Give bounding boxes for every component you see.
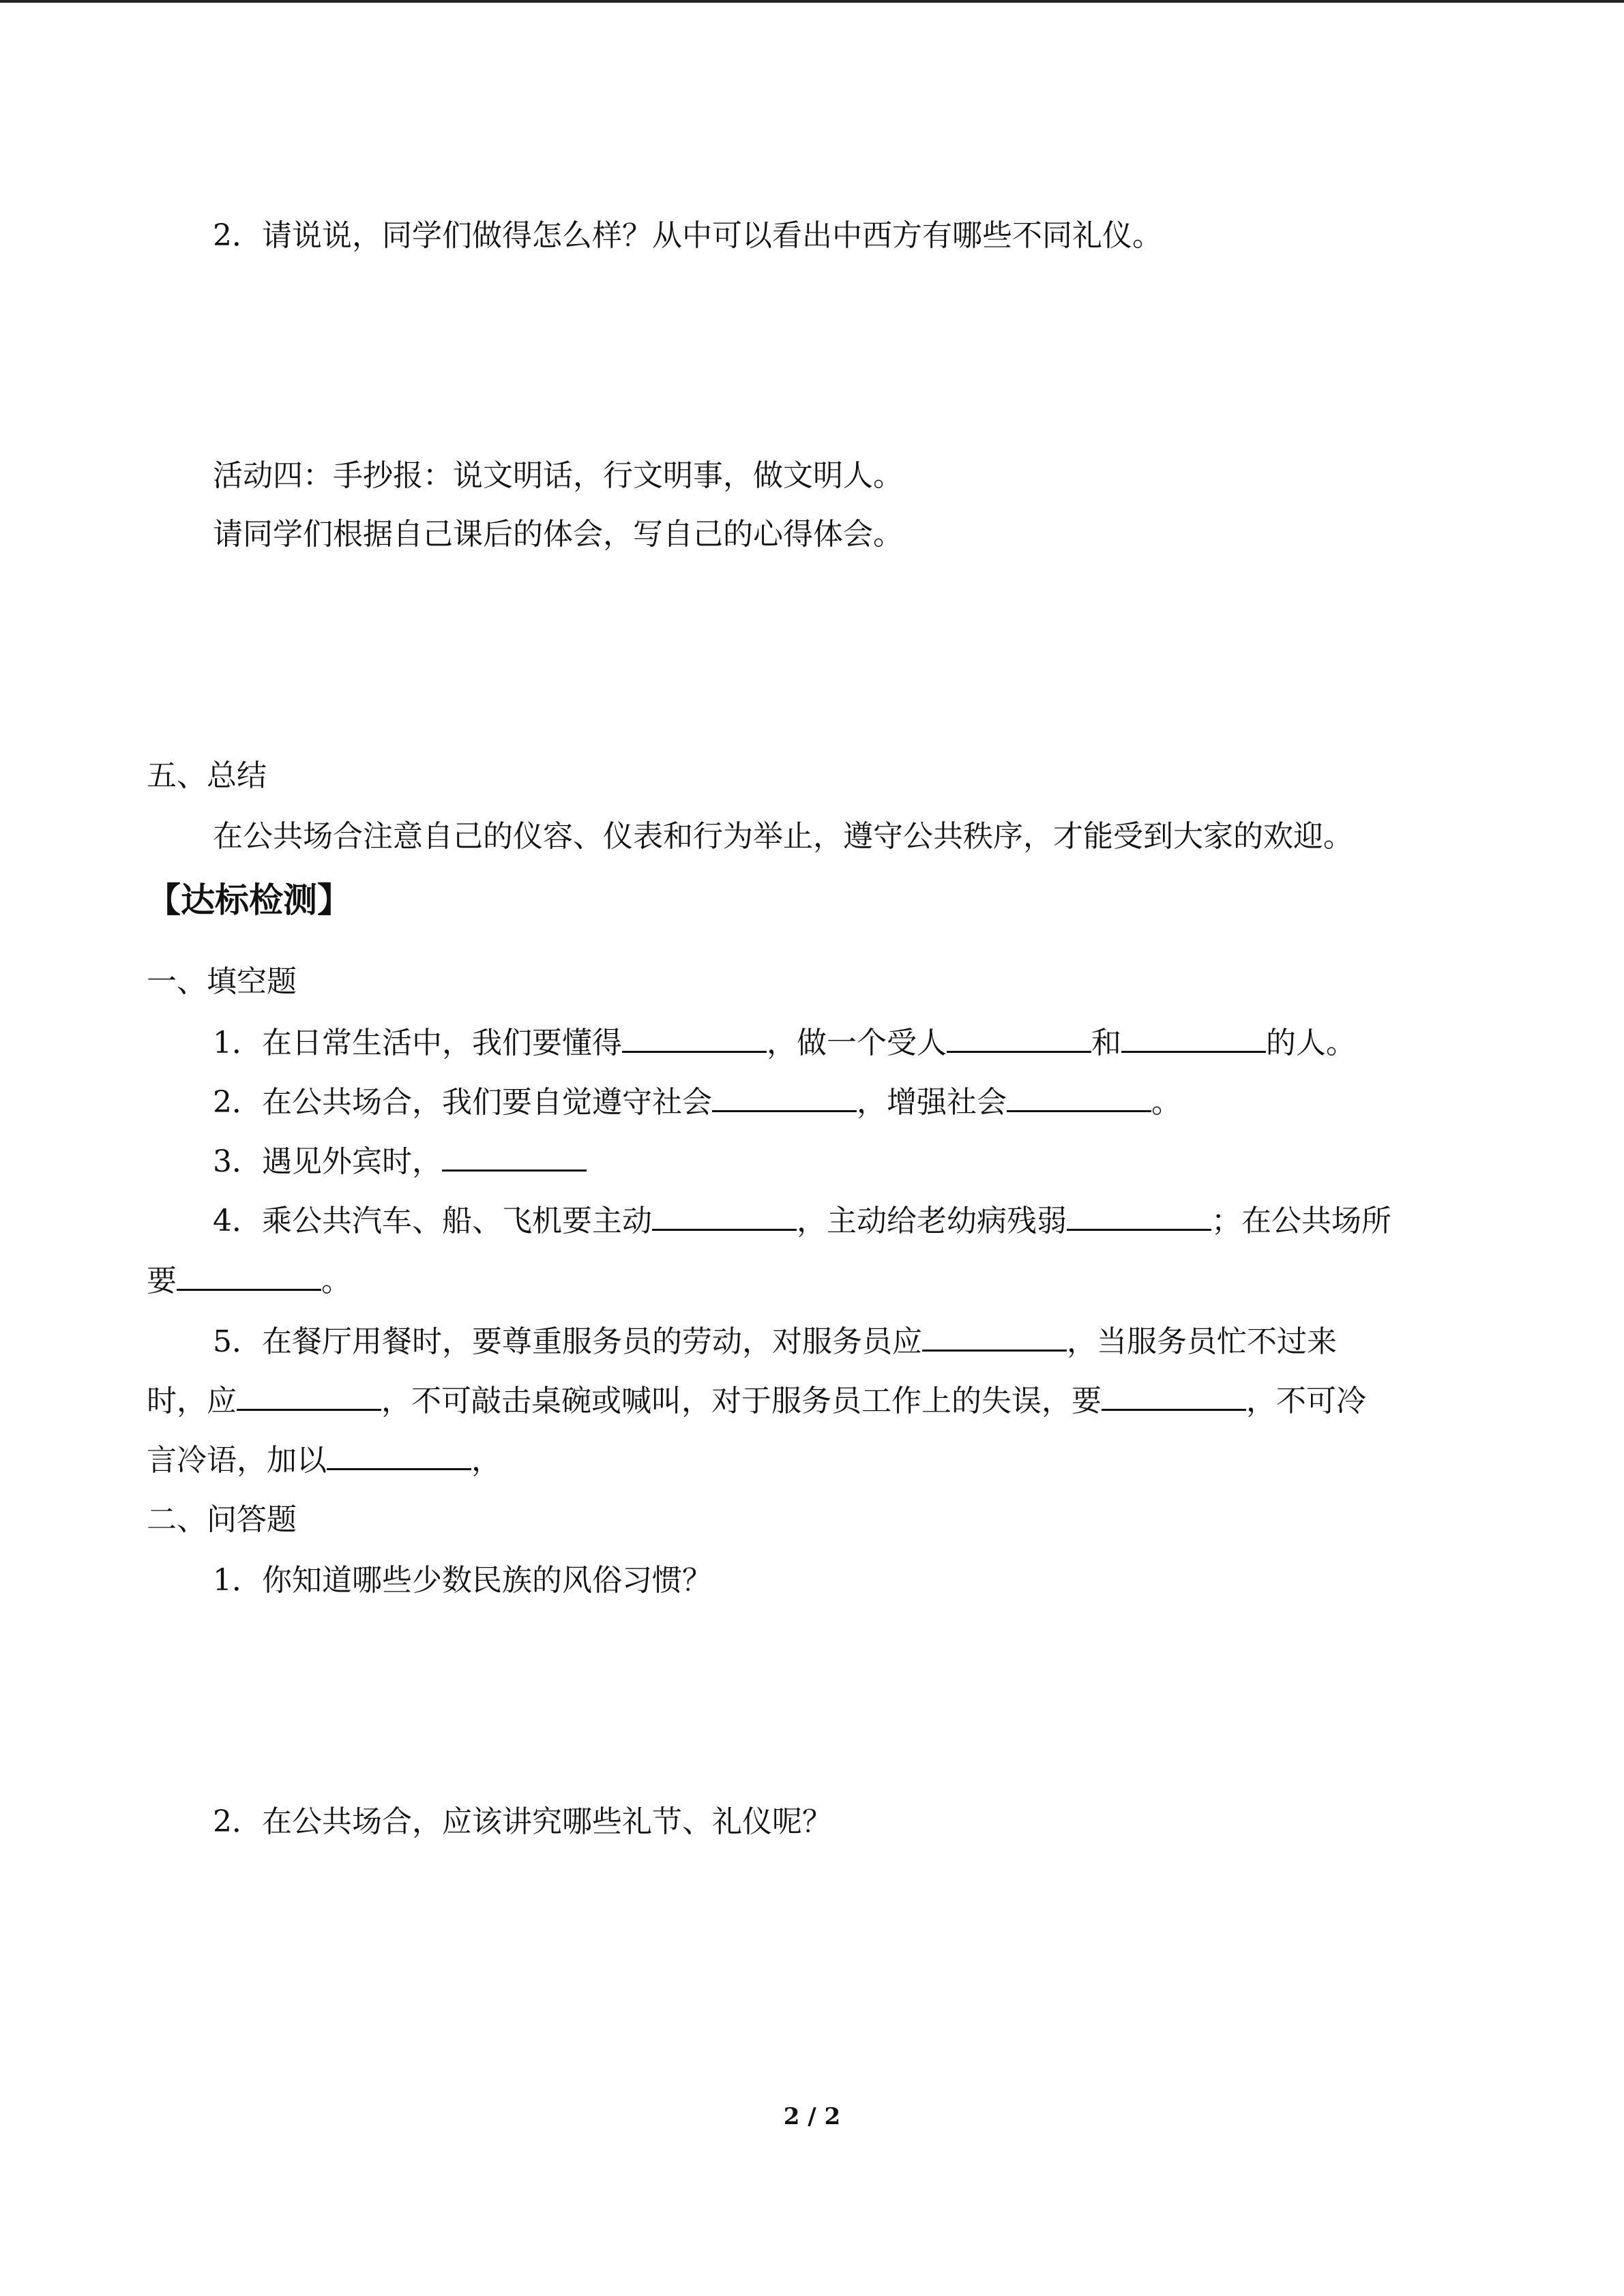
activity4-instruction: 请同学们根据自己课后的体会，写自己的心得体会。 <box>213 517 903 552</box>
answer-blank[interactable] <box>712 1083 857 1112</box>
answer-blank[interactable] <box>922 1322 1067 1352</box>
answer-blank[interactable] <box>442 1142 587 1172</box>
fill-question-1: 1．在日常生活中，我们要懂得 ，做一个受人 和 的人。 <box>213 1023 1356 1064</box>
answer-blank[interactable] <box>1007 1083 1151 1112</box>
answer-blank[interactable] <box>652 1202 797 1231</box>
answer-blank[interactable] <box>237 1382 381 1411</box>
answer-blank[interactable] <box>622 1024 767 1053</box>
answer-blank[interactable] <box>177 1262 321 1291</box>
page-number: 2 / 2 <box>783 2103 841 2130</box>
page-top-border <box>0 0 1624 3</box>
fill-question-5-line-1: 5．在餐厅用餐时，要尊重服务员的劳动，对服务员应 ，当服务员忙不过来 <box>213 1322 1337 1362</box>
test-heading: 【达标检测】 <box>147 880 351 920</box>
answer-blank[interactable] <box>327 1441 471 1470</box>
answer-blank[interactable] <box>1067 1202 1211 1231</box>
fill-question-5-line-3: 言冷语，加以 ， <box>147 1440 501 1481</box>
fill-question-2: 2．在公共场合，我们要自觉遵守社会 ，增强社会 。 <box>213 1082 1181 1123</box>
qa-question-1: 1．你知道哪些少数民族的风俗习惯？ <box>213 1563 712 1598</box>
summary-text: 在公共场合注意自己的仪容、仪表和行为举止，遵守公共秩序，才能受到大家的欢迎。 <box>213 819 1353 854</box>
fill-question-4-line-2: 要 。 <box>147 1261 351 1302</box>
summary-heading: 五、总结 <box>147 758 267 793</box>
fill-question-4-line-1: 4．乘公共汽车、船、飞机要主动 ，主动给老幼病残弱 ；在公共场所 <box>213 1201 1391 1242</box>
fill-in-heading: 一、填空题 <box>147 964 297 999</box>
activity4-title: 活动四：手抄报：说文明话，行文明事，做文明人。 <box>213 458 903 493</box>
answer-blank[interactable] <box>1102 1382 1246 1411</box>
activity3-question-2: 2．请说说，同学们做得怎么样？从中可以看出中西方有哪些不同礼仪。 <box>213 218 1162 253</box>
fill-question-5-line-2: 时，应 ，不可敲击桌碗或喊叫，对于服务员工作上的失误，要 ，不可冷 <box>147 1381 1366 1422</box>
answer-blank[interactable] <box>947 1024 1091 1053</box>
qa-question-2: 2．在公共场合，应该讲究哪些礼节、礼仪呢？ <box>213 1804 832 1839</box>
qa-heading: 二、问答题 <box>147 1502 297 1537</box>
fill-question-3: 3．遇见外宾时， <box>213 1142 587 1182</box>
answer-blank[interactable] <box>1121 1024 1266 1053</box>
